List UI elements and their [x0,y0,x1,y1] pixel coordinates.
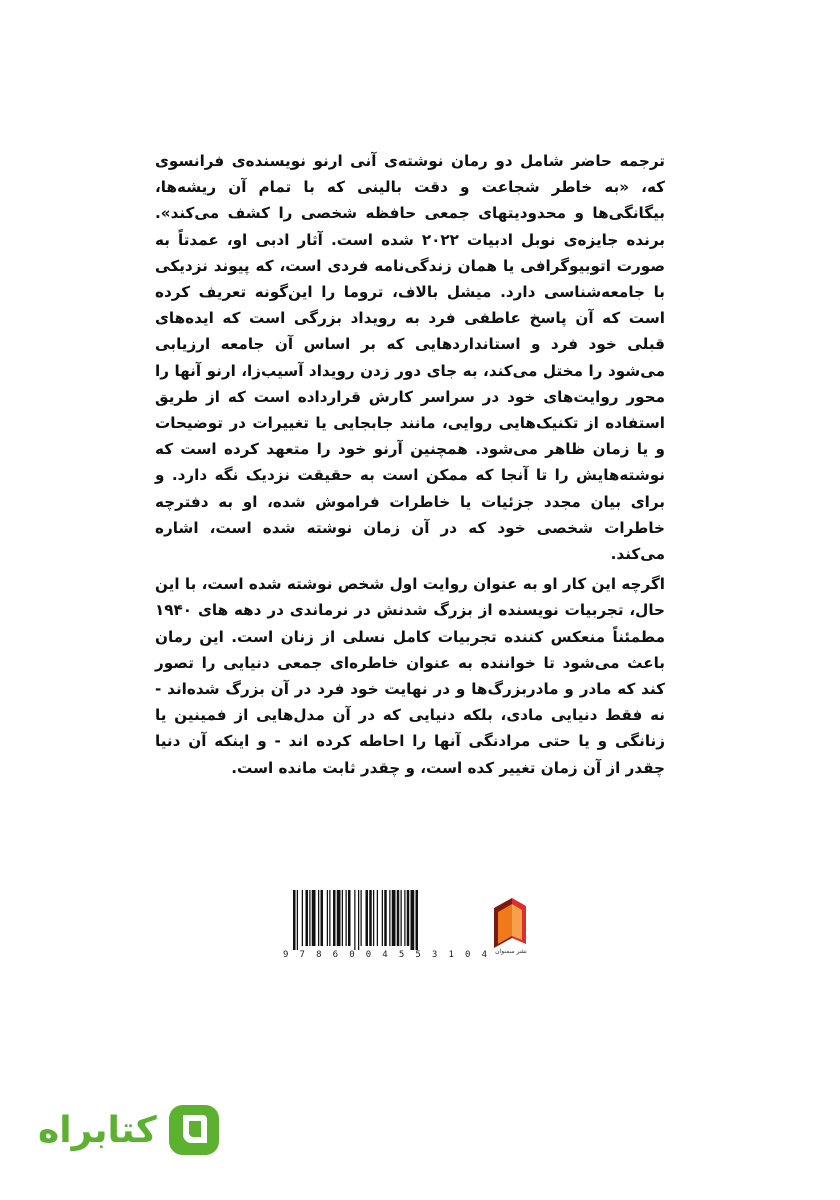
barcode-bar [358,890,359,950]
barcode-bar [389,890,390,946]
barcode-bar [373,890,374,946]
barcode-bar [348,890,351,946]
barcode-bar [354,890,355,950]
isbn-digit: 0 [465,950,472,960]
back-cover-blurb [155,148,665,785]
blurb-paragraph-2: اگرچه این کار او به عنوان روایت اول شخص نوشته شده است، با این حال، تجربیات نویسنده از بزرگ شدنش در نرماندی در دهه های ۱۹۴۰ مطمئناً منعکس کننده تجربیات کامل نسلی از زنان است. این رمان باعث می‌شود تا خواننده به عنوان خاطره‌ای جمعی دنیایی را تصور کند که مادر و مادربزرگ‌ها و در نهایت خود فرد در آن بزرگ شده‌اند - نه فقط دنیایی مادی، بلکه دنیایی که در آن مدل‌هایی از فمینین یا زنانگی و یا حتی مرادنگی آنها را احاطه کرده اند - و اینکه آن دنیا چقدر از آن زمان تغییر کده است، و چقدر ثابت مانده است. [155,575,665,777]
isbn-digit: 8 [316,950,323,960]
barcode-bar [416,890,419,950]
book-leaf-icon [163,1099,225,1161]
barcode-bar [312,890,316,946]
barcode-bar [407,890,410,946]
barcode-bar [327,890,328,946]
barcode-bar [302,890,303,946]
barcode-bar [329,890,330,946]
isbn-digit: 6 [332,950,340,960]
barcode-bar [309,890,310,946]
isbn-digit: 5 [398,950,406,960]
isbn-digit: 1 [448,950,455,960]
ketabrah-brand [38,1095,238,1165]
isbn-digit: 4 [481,950,488,960]
barcode-bar [382,890,383,946]
barcode-bar [333,890,336,946]
barcode-bar [377,890,378,946]
barcode-bar [361,890,362,946]
isbn-barcode [283,888,488,950]
blurb-paragraph-1: ترجمه حاضر شامل دو رمان نوشته‌ی آنی ارنو نویسنده‌ی فرانسوی که، «به خاطر شجاعت و دقت بالینی که با تمام آن ریشه‌ها، بیگانگی‌ها و محدودیتهای جمعی حافظه شخصی را کشف می‌کند». برنده جایزه‌ی نوبل ادبیات ۲۰۲۲ شده است. آثار ادبی او، عمدتاً به صورت اتوبیوگرافی یا همان زندگی‌نامه فردی است، که پیوند نزدیکی با جامعه‌شناسی دارد. میشل بالاف، تروما را این‌گونه تعریف کرده است که آن پاسخ عاطفی فرد به رویداد بزرگی است که ایده‌های قبلی خود فرد و استانداردهایی که بر اساس آن جامعه ارزیابی می‌شود را مختل می‌کند، به جای دور زدن رویداد آسیب‌زا، ارنو آنها را محور روایت‌های خود در سراسر کارش قرارداده است که از طریق استفاده از تکنیک‌هایی روایی، مانند جابجایی یا تغییرات در توضیحات و یا زمان ظاهر می‌شود. همچنین آرنو خود را متعهد کرده است که نوشته‌هایش را تا آنجا که ممکن است به حقیقت نزدیک نگه دارد. و برای بیان مجدد جزئیات یا خاطرات فراموش شده، او به دفترچه خاطرات شخصی خود که در آن زمان نوشته شده است، اشاره می‌کند. [155,152,665,564]
barcode-bar [366,890,369,946]
publisher-book-icon [490,894,530,950]
barcode-bar [342,890,343,946]
barcode-bar [337,890,341,946]
barcode-bar [346,890,347,946]
isbn-digit: 5 [415,950,422,960]
barcode-bar [411,890,415,950]
isbn-digit: 4 [382,950,389,960]
isbn-digit: 0 [365,950,373,960]
barcode-bar [384,890,387,946]
isbn-digit: 0 [349,950,356,960]
barcode-bar [397,890,400,946]
barcode-bar [293,890,296,950]
barcode-bar [392,890,396,946]
publisher-name: نشر سمنوان [495,948,527,955]
barcode-bar [404,890,405,946]
barcode-bar [318,890,319,946]
brand-wordmark: کتابراه [38,1109,157,1151]
barcode-bar [369,890,372,946]
isbn-barcode-block [283,888,533,964]
isbn-digits [283,950,488,962]
barcode-bar [321,890,324,946]
isbn-digit: 3 [431,950,439,960]
barcode-bars [283,888,488,950]
barcode-bar [306,890,309,946]
barcode-bar [401,890,402,946]
isbn-digit: 7 [299,950,306,960]
barcode-bar [297,890,298,950]
isbn-digit: 9 [283,950,290,960]
